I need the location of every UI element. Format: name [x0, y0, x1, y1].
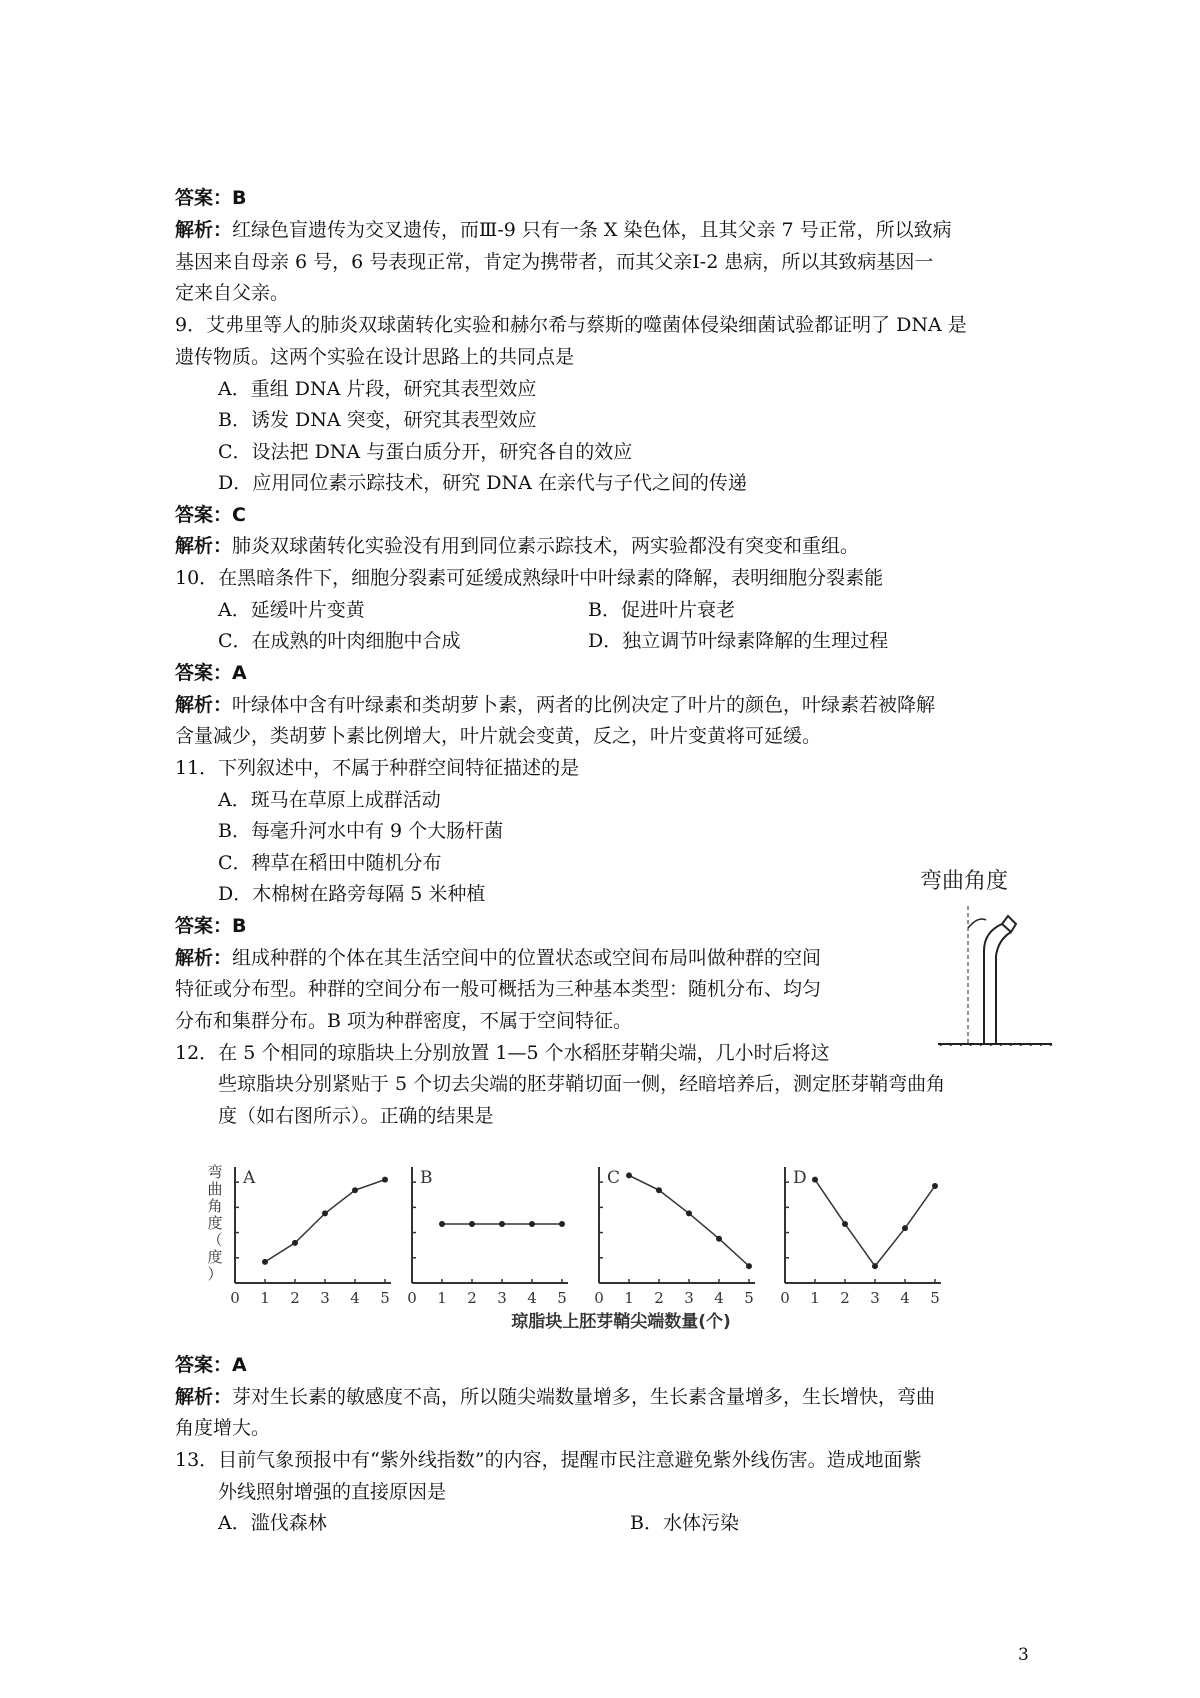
x-tick-label: 0: [780, 1289, 790, 1307]
answer-line-9: [175, 503, 246, 527]
data-point: [559, 1221, 565, 1227]
data-point: [529, 1221, 535, 1227]
x-tick-label: 4: [714, 1289, 724, 1307]
data-point: [746, 1263, 752, 1269]
analysis-line: [175, 1385, 935, 1409]
option-d: D．应用同位素示踪技术，研究 DNA 在亲代与子代之间的传递: [218, 472, 747, 494]
question-11-stem: 11．下列叙述中，不属于种群空间特征描述的是: [175, 757, 580, 779]
x-tick-label: 4: [527, 1289, 537, 1307]
data-point: [686, 1210, 692, 1216]
data-point: [469, 1221, 475, 1227]
series-line: [815, 1180, 935, 1266]
option-b: B．促进叶片衰老: [588, 599, 735, 621]
analysis-label: 解析：: [175, 219, 233, 241]
data-point: [872, 1263, 878, 1269]
answer-value: B: [232, 915, 247, 937]
x-tick-label: 1: [437, 1289, 447, 1307]
data-point: [382, 1177, 388, 1183]
question-10-stem: 10．在黑暗条件下，细胞分裂素可延缓成熟绿叶中叶绿素的降解，表明细胞分裂素能: [175, 567, 884, 589]
charts-xlabel: 琼脂块上胚芽鞘尖端数量(个): [511, 1312, 731, 1332]
option-c: C．在成熟的叶肉细胞中合成: [218, 630, 461, 652]
text-line: 角度增大。: [175, 1417, 271, 1439]
data-point: [656, 1187, 662, 1193]
answer-value: A: [232, 1354, 247, 1376]
x-tick-label: 4: [900, 1289, 910, 1307]
x-tick-label: 1: [260, 1289, 270, 1307]
answer-charts-figure: [205, 1155, 1035, 1335]
series-line: [265, 1180, 385, 1262]
x-tick-label: 3: [320, 1289, 330, 1307]
x-tick-label: 5: [380, 1289, 390, 1307]
text-line: 度（如右图所示）。正确的结果是: [218, 1105, 494, 1127]
ylabel-char: 角: [207, 1197, 223, 1215]
analysis-label: 解析：: [175, 694, 233, 716]
analysis-line: [175, 534, 859, 558]
answer-line-12: [175, 1353, 247, 1377]
text-line: 特征或分布型。种群的空间分布一般可概括为三种基本类型：随机分布、均匀: [175, 978, 822, 1000]
data-point: [626, 1172, 632, 1178]
data-point: [262, 1259, 268, 1265]
page-number: 3: [1018, 1645, 1029, 1665]
x-tick-label: 2: [840, 1289, 850, 1307]
coleoptile-outline: [984, 924, 1011, 1044]
x-tick-label: 0: [594, 1289, 604, 1307]
option-d: D．木棉树在路旁每隔 5 米种植: [218, 883, 486, 905]
option-a: A．斑马在草原上成群活动: [218, 789, 441, 811]
answer-line-11: [175, 914, 247, 938]
chart-panel-a: [230, 1167, 391, 1307]
ylabel-char: 度: [207, 1248, 223, 1266]
data-point: [352, 1187, 358, 1193]
data-point: [499, 1221, 505, 1227]
x-tick-label: 3: [870, 1289, 880, 1307]
x-tick-label: 0: [230, 1289, 240, 1307]
chart-panel-d: [780, 1167, 941, 1307]
text-line: 定来自父亲。: [175, 282, 290, 304]
answer-line-8: [175, 186, 247, 210]
ylabel-char: （: [207, 1231, 223, 1249]
x-tick-label: 5: [930, 1289, 940, 1307]
x-tick-label: 2: [467, 1289, 477, 1307]
chart-ylabel: [207, 1163, 222, 1283]
question-13-stem: 13．目前气象预报中有“紫外线指数”的内容，提醒市民注意避免紫外线伤害。造成地面紫: [175, 1449, 922, 1471]
ylabel-char: ）: [207, 1265, 223, 1283]
text-line: 分布和集群分布。B 项为种群密度，不属于空间特征。: [175, 1010, 633, 1032]
data-point: [292, 1240, 298, 1246]
question-9-stem: 9．艾弗里等人的肺炎双球菌转化实验和赫尔希与蔡斯的噬菌体侵染细菌试验都证明了 DNA 是: [175, 314, 967, 336]
answer-value: C: [232, 504, 246, 526]
data-point: [932, 1183, 938, 1189]
data-point: [716, 1236, 722, 1242]
x-tick-label: 3: [684, 1289, 694, 1307]
analysis-text: 芽对生长素的敏感度不高，所以随尖端数量增多，生长素含量增多，生长增快，弯曲: [232, 1386, 936, 1408]
answer-label: 答案：: [175, 662, 233, 684]
text-line: 遗传物质。这两个实验在设计思路上的共同点是: [175, 346, 575, 368]
option-b: B．诱发 DNA 突变，研究其表型效应: [218, 409, 537, 431]
option-a: A．重组 DNA 片段，研究其表型效应: [218, 378, 537, 400]
chart-title: D: [793, 1168, 807, 1188]
option-a: A．延缓叶片变黄: [218, 599, 365, 621]
x-tick-label: 2: [290, 1289, 300, 1307]
x-tick-label: 2: [654, 1289, 664, 1307]
text-line: 些琼脂块分别紧贴于 5 个切去尖端的胚芽鞘切面一侧，经暗培养后，测定胚芽鞘弯曲角: [218, 1073, 946, 1095]
answer-value: B: [232, 187, 247, 209]
bending-angle-arc: [968, 919, 986, 928]
data-point: [902, 1225, 908, 1231]
x-tick-label: 1: [810, 1289, 820, 1307]
bending-angle-figure: [908, 866, 1058, 1046]
series-line: [629, 1175, 749, 1266]
answer-label: 答案：: [175, 504, 233, 526]
x-tick-label: 0: [407, 1289, 417, 1307]
text-line: 外线照射增强的直接原因是: [218, 1481, 447, 1503]
chart-title: A: [243, 1168, 256, 1188]
analysis-label: 解析：: [175, 535, 233, 557]
option-b: B．水体污染: [630, 1512, 739, 1534]
agar-block-icon: [1002, 916, 1016, 932]
x-tick-label: 5: [744, 1289, 754, 1307]
x-tick-label: 1: [624, 1289, 634, 1307]
data-point: [812, 1177, 818, 1183]
ylabel-char: 曲: [207, 1180, 223, 1198]
analysis-text: 红绿色盲遗传为交叉遗传，而Ⅲ-9 只有一条 X 染色体，且其父亲 7 号正常，所以致病: [232, 219, 952, 241]
data-point: [842, 1221, 848, 1227]
chart-panel-c: [594, 1167, 755, 1307]
text-line: 基因来自母亲 6 号，6 号表现正常，肯定为携带者，而其父亲Ⅰ-2 患病，所以其致病基因一: [175, 251, 934, 273]
x-tick-label: 4: [350, 1289, 360, 1307]
chart-title: B: [420, 1168, 433, 1188]
analysis-text: 叶绿体中含有叶绿素和类胡萝卜素，两者的比例决定了叶片的颜色，叶绿素若被降解: [232, 694, 936, 716]
answer-label: 答案：: [175, 187, 233, 209]
x-tick-label: 3: [497, 1289, 507, 1307]
analysis-line: [175, 946, 821, 970]
answer-label: 答案：: [175, 915, 233, 937]
option-d: D．独立调节叶绿素降解的生理过程: [588, 630, 889, 652]
option-b: B．每毫升河水中有 9 个大肠杆菌: [218, 820, 504, 842]
analysis-text: 组成种群的个体在其生活空间中的位置状态或空间布局叫做种群的空间: [232, 947, 822, 969]
ylabel-char: 度: [207, 1214, 223, 1232]
figure-title: 弯曲角度: [920, 869, 1009, 894]
answer-label: 答案：: [175, 1354, 233, 1376]
data-point: [439, 1221, 445, 1227]
analysis-text: 肺炎双球菌转化实验没有用到同位素示踪技术，两实验都没有突变和重组。: [232, 535, 860, 557]
answer-value: A: [232, 662, 247, 684]
x-tick-label: 5: [557, 1289, 567, 1307]
chart-title: C: [607, 1168, 621, 1188]
data-point: [322, 1210, 328, 1216]
analysis-label: 解析：: [175, 947, 233, 969]
option-a: A．滥伐森林: [218, 1512, 327, 1534]
text-line: 含量减少，类胡萝卜素比例增大，叶片就会变黄，反之，叶片变黄将可延缓。: [175, 725, 822, 747]
option-c: C．稗草在稻田中随机分布: [218, 852, 442, 874]
option-c: C．设法把 DNA 与蛋白质分开，研究各自的效应: [218, 441, 633, 463]
analysis-label: 解析：: [175, 1386, 233, 1408]
chart-panel-b: [407, 1167, 568, 1307]
answer-line-10: [175, 661, 247, 685]
ylabel-char: 弯: [207, 1163, 223, 1181]
analysis-line: [175, 218, 952, 242]
question-12-stem: 12．在 5 个相同的琼脂块上分别放置 1—5 个水稻胚芽鞘尖端，几小时后将这: [175, 1042, 830, 1064]
analysis-line: [175, 693, 935, 717]
